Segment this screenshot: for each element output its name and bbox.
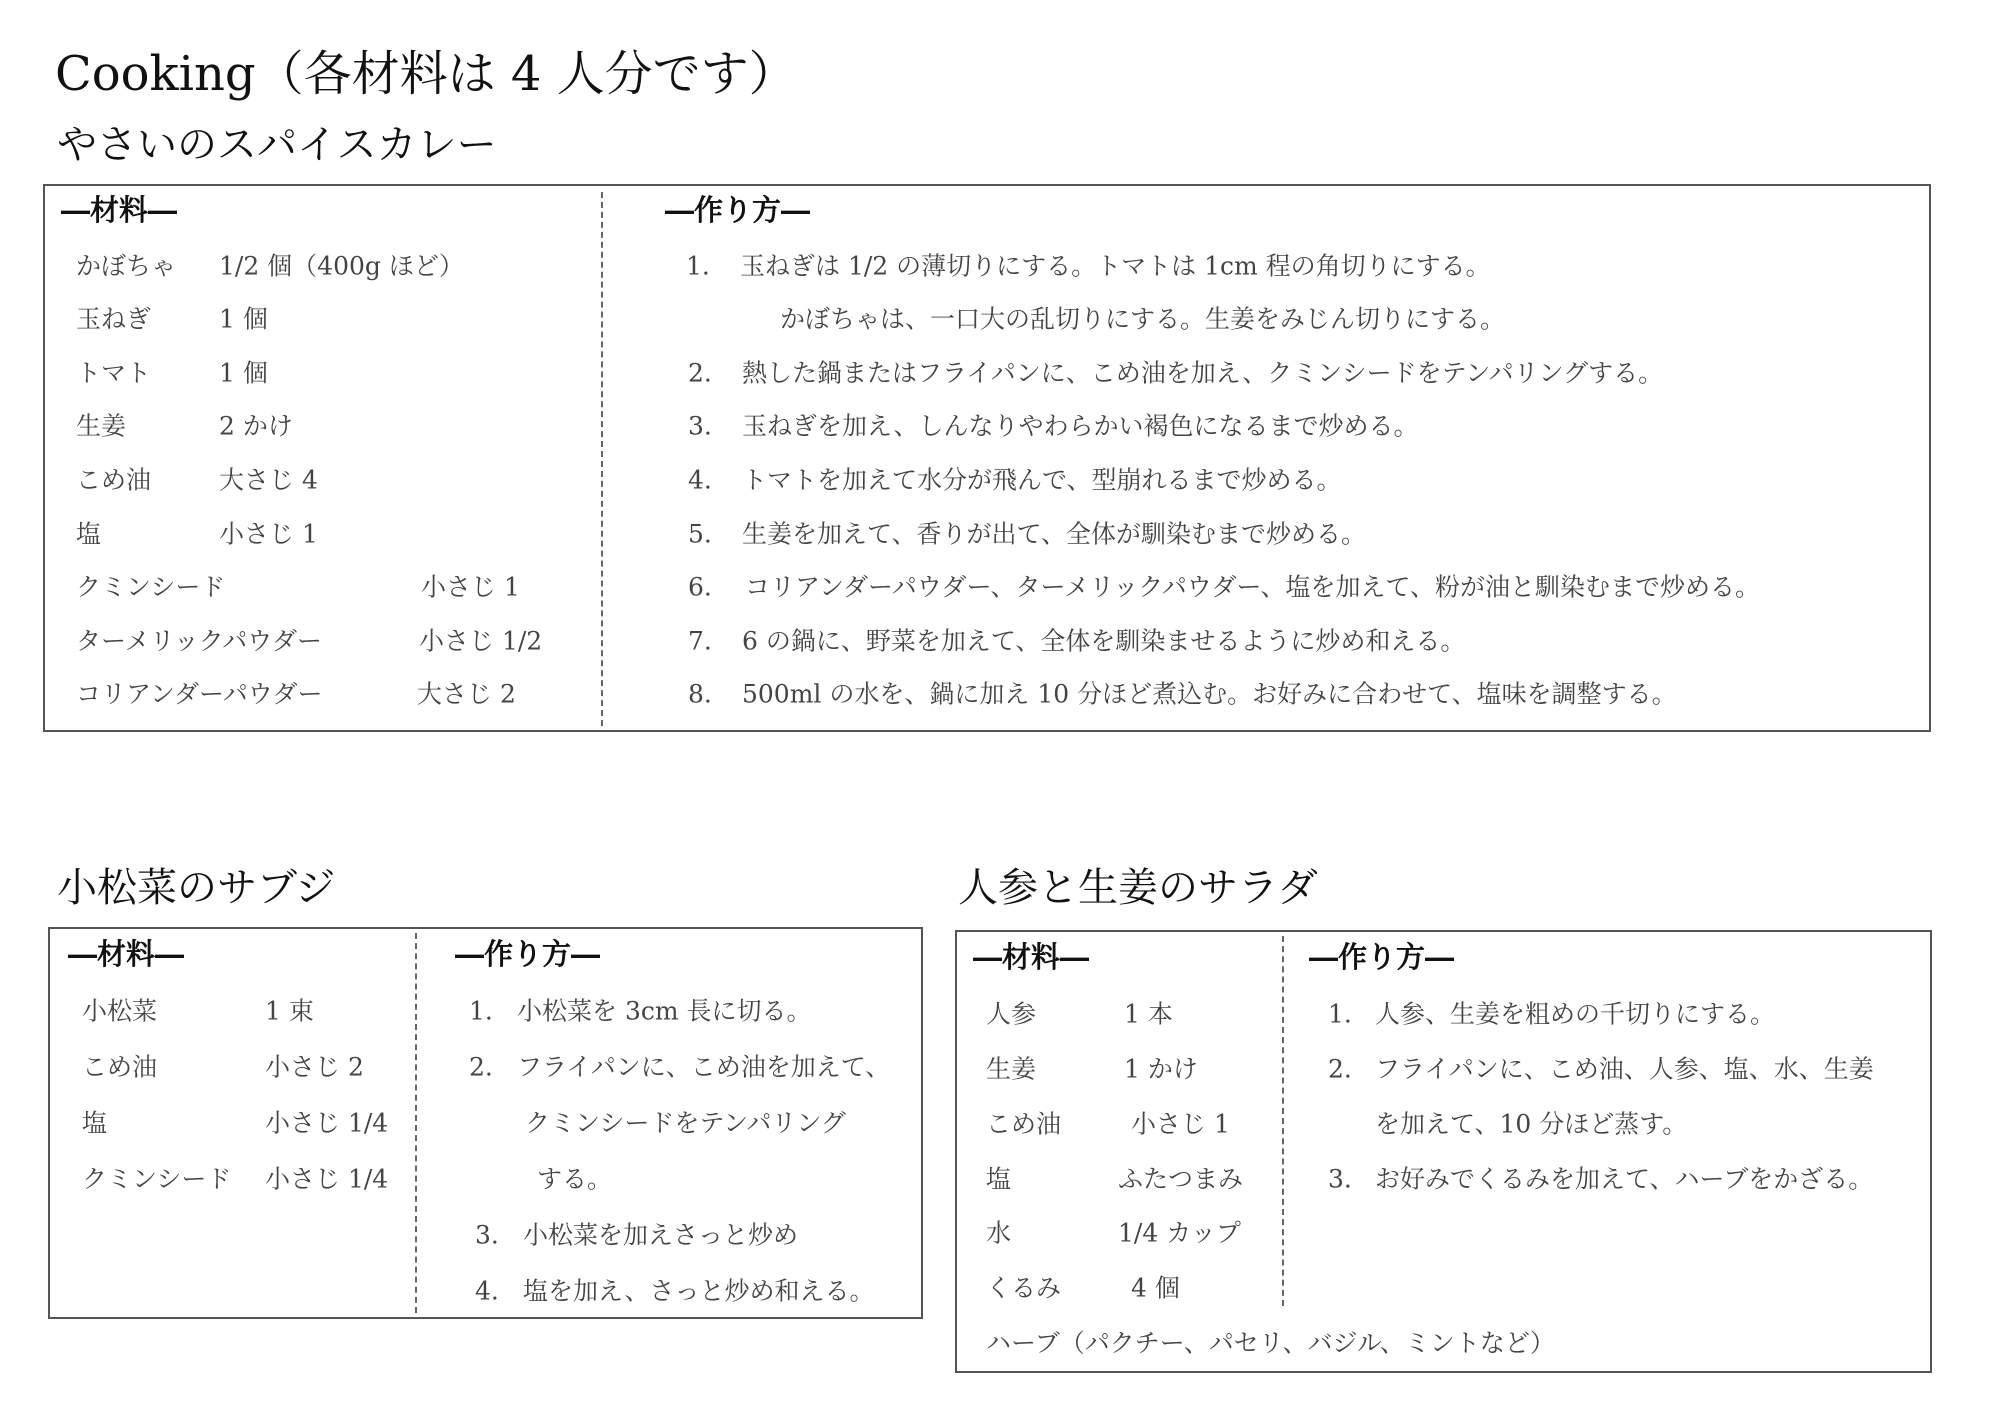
ingredient-name: クミンシード: [82, 1164, 232, 1194]
ingredient-name: こめ油: [986, 1109, 1062, 1139]
ingredient-amount: 4 個: [1131, 1273, 1180, 1303]
column-divider: [601, 192, 603, 726]
ingredient-name: くるみ: [986, 1273, 1062, 1303]
ingredient-amount: 1 束: [265, 996, 314, 1026]
recipe-box-carrot-salad: [955, 930, 1932, 1373]
ingredient-amount: 大さじ 4: [219, 465, 318, 495]
step-text-continued: クミンシードをテンパリング: [525, 1108, 846, 1138]
ingredient-amount: 1/2 個（400g ほど）: [219, 251, 464, 281]
step-text: フライパンに、こめ油を加えて、: [517, 1052, 891, 1082]
step-number: 2.: [688, 358, 712, 388]
step-number: 3.: [688, 411, 712, 441]
step-text: トマトを加えて水分が飛んで、型崩れるまで炒める。: [742, 465, 1342, 495]
ingredient-amount: 1 個: [219, 304, 268, 334]
step-number: 2.: [469, 1052, 493, 1082]
step-text: コリアンダーパウダー、ターメリックパウダー、塩を加えて、粉が油と馴染むまで炒める。: [745, 572, 1761, 602]
steps-heading: ―作り方―: [455, 937, 601, 971]
column-divider: [415, 933, 417, 1313]
column-divider: [1282, 936, 1284, 1306]
step-number: 4.: [688, 465, 712, 495]
ingredient-name: 塩: [76, 519, 102, 549]
ingredient-amount: 大さじ 2: [417, 679, 516, 709]
ingredient-amount: 小さじ 2: [265, 1052, 364, 1082]
ingredient-name: こめ油: [82, 1052, 158, 1082]
step-number: 1.: [686, 251, 710, 281]
step-number: 1.: [469, 996, 493, 1026]
step-text: 熱した鍋またはフライパンに、こめ油を加え、クミンシードをテンパリングする。: [742, 358, 1664, 388]
step-text-continued: を加えて、10 分ほど蒸す。: [1375, 1109, 1688, 1139]
ingredient-amount: ふたつまみ: [1118, 1164, 1244, 1194]
ingredient-name: 生姜: [76, 411, 127, 441]
step-number: 5.: [688, 519, 712, 549]
ingredient-name: 人参: [986, 999, 1037, 1029]
ingredient-amount: 小さじ 1: [219, 519, 318, 549]
ingredient-amount: 2 かけ: [219, 411, 293, 441]
step-text: 塩を加え、さっと炒め和える。: [523, 1276, 875, 1306]
ingredient-name: コリアンダーパウダー: [76, 679, 323, 709]
step-text-continued: する。: [537, 1164, 613, 1194]
ingredient-amount: 1/4 カップ: [1118, 1218, 1241, 1248]
step-number: 6.: [688, 572, 712, 602]
ingredient-amount: 1 本: [1124, 999, 1173, 1029]
steps-heading: ―作り方―: [1309, 940, 1455, 974]
ingredients-heading: ―材料―: [973, 940, 1090, 974]
ingredient-amount: 小さじ 1: [421, 572, 520, 602]
step-text: 6 の鍋に、野菜を加えて、全体を馴染ませるように炒め和える。: [742, 626, 1466, 656]
step-number: 8.: [688, 679, 712, 709]
steps-heading: ―作り方―: [665, 193, 811, 227]
ingredient-name: 小松菜: [82, 996, 158, 1026]
ingredient-amount: 1 かけ: [1124, 1054, 1198, 1084]
ingredient-amount: 小さじ 1/4: [265, 1164, 389, 1194]
recipe-title-komatsuna: 小松菜のサブジ: [57, 865, 336, 911]
step-text: 生姜を加えて、香りが出て、全体が馴染むまで炒める。: [742, 519, 1367, 549]
ingredient-amount: 小さじ 1/4: [265, 1108, 389, 1138]
step-number: 4.: [475, 1276, 499, 1306]
ingredient-amount: 小さじ 1/2: [419, 626, 543, 656]
step-text: 小松菜を 3cm 長に切る。: [517, 996, 812, 1026]
step-text: お好みでくるみを加えて、ハーブをかざる。: [1375, 1164, 1874, 1194]
step-number: 7.: [688, 626, 712, 656]
step-text: 玉ねぎを加え、しんなりやわらかい褐色になるまで炒める。: [742, 411, 1419, 441]
step-number: 1.: [1328, 999, 1352, 1029]
ingredient-name: 水: [986, 1218, 1012, 1248]
step-text: 人参、生姜を粗めの千切りにする。: [1375, 999, 1776, 1029]
ingredient-name: 生姜: [986, 1054, 1037, 1084]
ingredient-name: クミンシード: [76, 572, 226, 602]
page-title: Cooking（各材料は 4 人分です）: [55, 46, 797, 102]
ingredient-name: 塩: [986, 1164, 1012, 1194]
ingredient-name: ターメリックパウダー: [76, 626, 323, 656]
ingredient-name: 塩: [82, 1108, 108, 1138]
step-text: フライパンに、こめ油、人参、塩、水、生姜: [1375, 1054, 1874, 1084]
ingredient-name: トマト: [76, 358, 152, 388]
ingredient-name: こめ油: [76, 465, 152, 495]
ingredient-name: かぼちゃ: [76, 251, 177, 281]
step-number: 3.: [1328, 1164, 1352, 1194]
recipe-title-carrot-salad: 人参と生姜のサラダ: [958, 865, 1318, 911]
ingredient-name: 玉ねぎ: [76, 304, 152, 334]
step-text: 小松菜を加えさっと炒め: [523, 1220, 799, 1250]
recipe-title-curry: やさいのスパイスカレー: [57, 122, 497, 168]
step-text-continued: かぼちゃは、一口大の乱切りにする。生姜をみじん切りにする。: [780, 304, 1506, 334]
ingredients-heading: ―材料―: [68, 937, 185, 971]
ingredient-amount: 1 個: [219, 358, 268, 388]
step-number: 2.: [1328, 1054, 1352, 1084]
step-text: 玉ねぎは 1/2 の薄切りにする。トマトは 1cm 程の角切りにする。: [740, 251, 1491, 281]
ingredient-amount: 小さじ 1: [1131, 1109, 1230, 1139]
extra-ingredient: ハーブ（パクチー、パセリ、バジル、ミントなど）: [986, 1328, 1555, 1358]
ingredients-heading: ―材料―: [61, 193, 178, 227]
step-number: 3.: [475, 1220, 499, 1250]
step-text: 500ml の水を、鍋に加え 10 分ほど煮込む。お好みに合わせて、塩味を調整する。: [742, 679, 1677, 709]
